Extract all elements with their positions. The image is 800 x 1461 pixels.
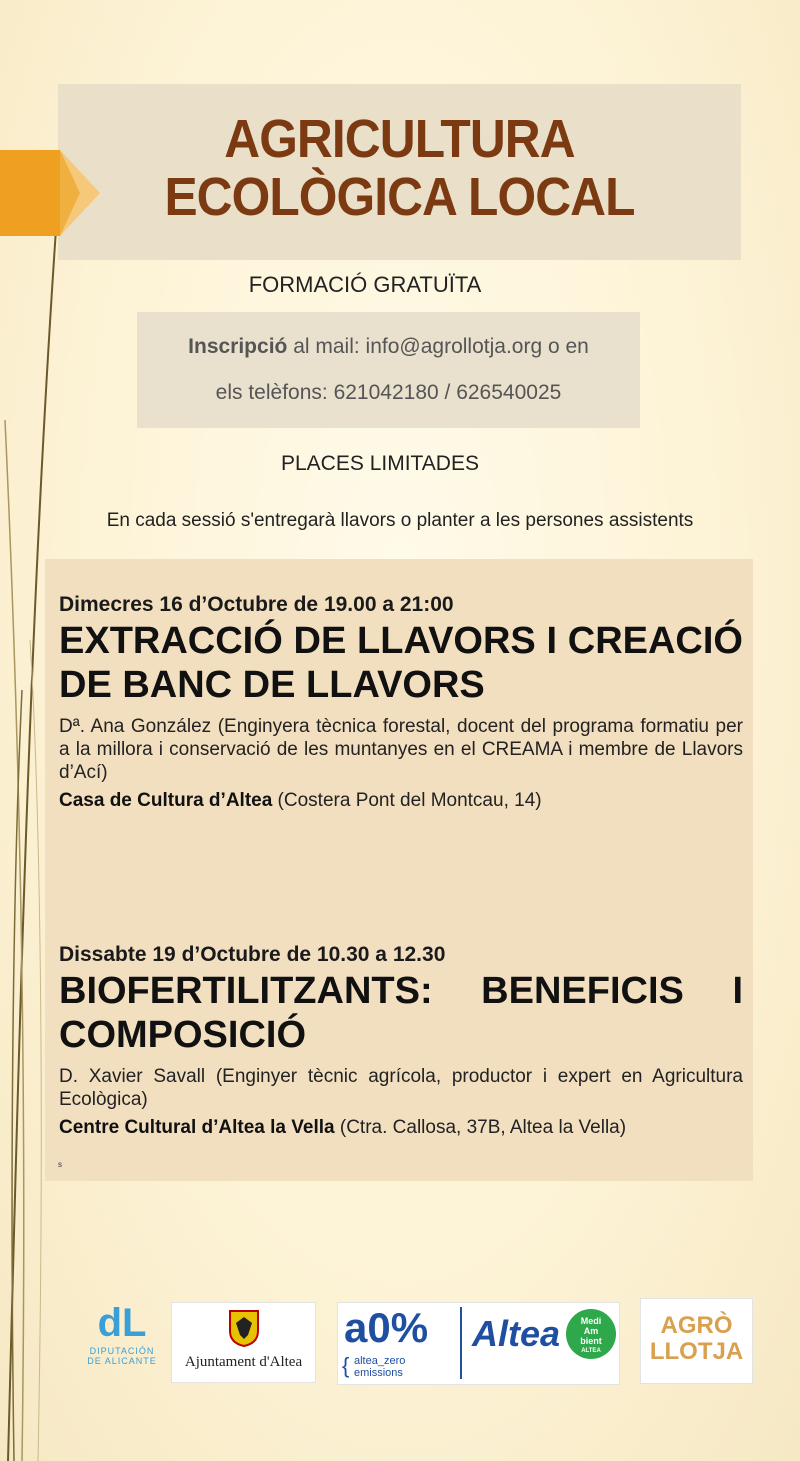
free-training-label: FORMACIÓ GRATUÏTA [248, 272, 482, 297]
agrollotja-logo[interactable]: AGRÒ LLOTJA [640, 1298, 753, 1384]
event-speaker: D. Xavier Savall (Enginyer tècnic agrícola, productor i expert en Agricultura Ecològica) [59, 1066, 743, 1110]
registration-phones[interactable]: els telèfons: 621042180 / 626540025 [215, 381, 562, 404]
event-speaker: Dª. Ana González (Enginyera tècnica forestal, docent del programa formatiu per a la millora i conservació de les muntanyes en el CREAMA i membre de Llavors d’Ací) [59, 716, 743, 783]
event-1 [59, 593, 743, 814]
tiny-mark: s [58, 1160, 62, 1169]
event-title: EXTRACCIÓ DE LLAVORS I CREACIÓ DE BANC DE LLAVORS [59, 620, 743, 706]
event-date: Dissabte 19 d’Octubre de 10.30 a 12.30 [59, 943, 446, 966]
page-title: AGRICULTURA ECOLÒGICA LOCAL [164, 109, 635, 227]
medi-ambient-circle: Medi Am bient ALTEA [566, 1309, 616, 1359]
registration-info [137, 324, 640, 416]
altea-zero-logo[interactable]: a0% { altea_zero emissions Altea Medi Am bient ALTEA [337, 1302, 620, 1385]
coat-of-arms-icon [228, 1309, 260, 1347]
ajuntament-logo[interactable]: Ajuntament d'Altea [171, 1302, 316, 1383]
session-note: En cada sessió s'entregarà llavors o planter a les persones assistents [106, 510, 694, 531]
diputacion-logo[interactable]: dL DIPUTACIÓN DE ALICANTE [87, 1301, 157, 1366]
event-location: Centre Cultural d’Altea la Vella (Ctra. Callosa, 37B, Altea la Vella) [59, 1117, 627, 1138]
event-2 [59, 943, 743, 1141]
limited-places-label: PLACES LIMITADES [280, 452, 479, 475]
registration-email[interactable]: al mail: info@agrollotja.org o en [287, 335, 589, 358]
event-location: Casa de Cultura d’Altea (Costera Pont del Montcau, 14) [59, 790, 542, 811]
zero-mark: a0% [344, 1304, 429, 1351]
diputacion-mark: dL [97, 1301, 147, 1345]
registration-label: Inscripció [188, 335, 288, 358]
logo-divider [460, 1307, 462, 1379]
event-date: Dimecres 16 d’Octubre de 19.00 a 21:00 [59, 593, 454, 616]
event-title: BIOFERTILITZANTS: BENEFICIS I COMPOSICIÓ [59, 970, 743, 1056]
